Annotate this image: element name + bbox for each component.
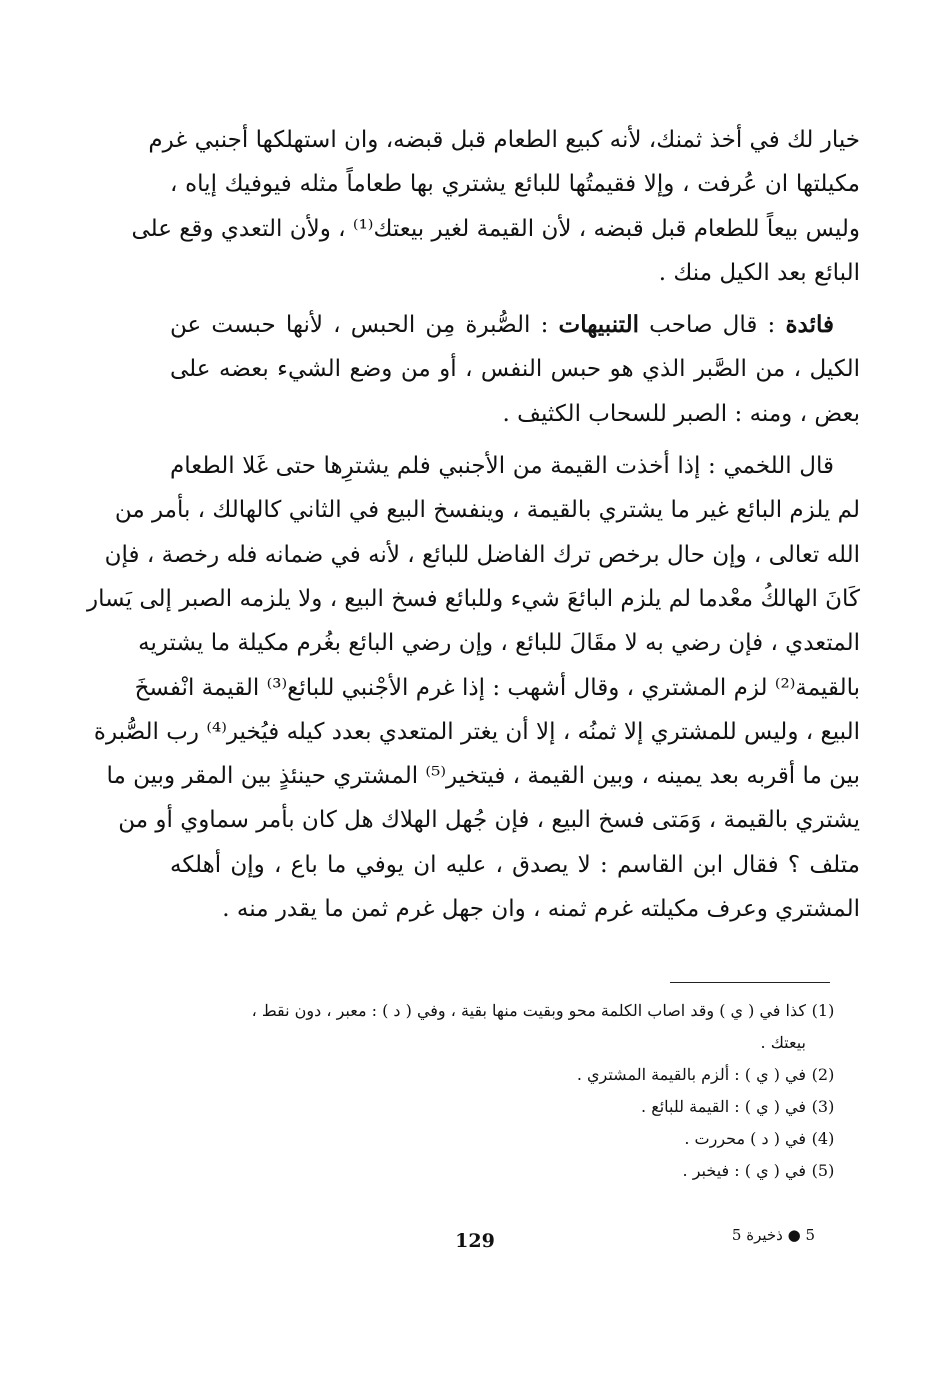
footnote [150, 1155, 840, 1187]
text-line: بعض ، ومنه : الصبر للسحاب الكثيف . [502, 400, 860, 427]
text-line: الكيل ، من الصَّبر الذي هو حبس النفس ، أو من وضع الشيء بعضه على [170, 356, 860, 383]
text-line: لم يلزم البائع غير ما يشتري بالقيمة ، وينفسخ البيع في الثاني كالهالك ، بأمر من [114, 497, 860, 524]
footnote-number: (3) [811, 1097, 835, 1116]
text-line: كَانَ الهالكُ معْدما لم يلزم البائعَ شيء وللبائع فسخ البيع ، ولا يلزمه الصبر إلى يَسار [86, 585, 860, 612]
text-line: المشتري وعرف مكيلته غرم ثمنه ، وان جهل غرم ثمن ما يقدر منه . [222, 896, 860, 923]
text-line: متلف ؟ فقال ابن القاسم : لا يصدق ، عليه ان يوفي ما باع ، وإن أهلكه [170, 851, 860, 878]
footnote [150, 995, 840, 1027]
text-fragment: : الصُّبرة مِن الحبس ، لأنها حبست عن [170, 312, 559, 339]
faida-heading: فائدة [785, 311, 834, 339]
text-line: بالقيمة⁽²⁾ لزم المشتري ، وقال أشهب : إذا غرم الأجْنبي للبائع⁽³⁾ القيمة انْفسخَ [134, 674, 860, 701]
footnote-text: في ( ي ) : ألزم بالقيمة المشتري . [576, 1065, 806, 1084]
footnotes [150, 995, 840, 1187]
text-line: بين ما أقربه بعد يمينه ، وبين القيمة ، فيتخير⁽⁵⁾ المشتري حينئذٍ بين المقر وبين ما [106, 763, 860, 790]
text-line: البيع ، وليس للمشتري إلا ثمنُه ، إلا أن يغتر المتعدي بعدد كيله فيُخير⁽⁴⁾ رب الصُّبرة [93, 718, 860, 745]
footnote [150, 1059, 840, 1091]
text-line: مكيلتها ان عُرفت ، وإلا فقيمتُها للبائع يشتري بها طعاماً مثله فيوفيك إياه ، [170, 171, 860, 198]
footnote-text: كذا في ( ي ) وقد اصاب الكلمة محو وبقيت منها بقية ، وفي ( د ) : معبر ، دون نقط ، [251, 1001, 806, 1020]
text-line: خيار لك في أخذ ثمنك، لأنه كبيع الطعام قبل قبضه، وان استهلكها أجنبي غرم [148, 127, 860, 153]
text-line: يشتري بالقيمة ، وَمَتى فسخ البيع ، فإن جُهل الهلاك هل كان بأمر سماوي أو من [118, 807, 860, 834]
footnote-number: (2) [811, 1065, 835, 1084]
footnote-number: (4) [811, 1129, 835, 1148]
footnote [150, 1091, 840, 1123]
footnote [150, 1123, 840, 1155]
printer-signature: 5 ● ذخيرة 5 [731, 1226, 815, 1244]
text-fragment: : قال صاحب [638, 312, 786, 339]
footnote-divider [670, 982, 830, 983]
footnote-text: في ( ي ) : القيمة للبائع . [641, 1097, 806, 1116]
footnote-number: (5) [811, 1161, 835, 1180]
text-line: المتعدي ، فإن رضي به لا مقَالَ للبائع ، وإن رضي البائع بغُرم مكيلة ما يشتريه [138, 630, 860, 657]
page-number: 129 [455, 1230, 495, 1252]
text-line: قال اللخمي : إذا أخذت القيمة من الأجنبي فلم يشترِها حتى غَلا الطعام [170, 453, 834, 480]
footnote-continuation: بيعتك . [760, 1033, 806, 1052]
book-title: التنبيهات [558, 311, 639, 339]
footnote-text: في ( د ) محررت . [684, 1129, 806, 1148]
text-line: البائع بعد الكيل منك . [658, 259, 860, 286]
main-text [86, 118, 860, 931]
footnote-number: (1) [811, 1001, 835, 1020]
text-line [170, 303, 860, 347]
text-line: وليس بيعاً للطعام قبل قبضه ، لأن القيمة لغير بيعتك⁽¹⁾ ، ولأن التعدي وقع على [131, 215, 860, 242]
text-line: الله تعالى ، وإن حال برخص ترك الفاضل للبائع ، لأنه في ضمانه فله رخصة ، فإن [104, 541, 860, 568]
footnote-text: في ( ي ) : فيخبر . [682, 1161, 806, 1180]
